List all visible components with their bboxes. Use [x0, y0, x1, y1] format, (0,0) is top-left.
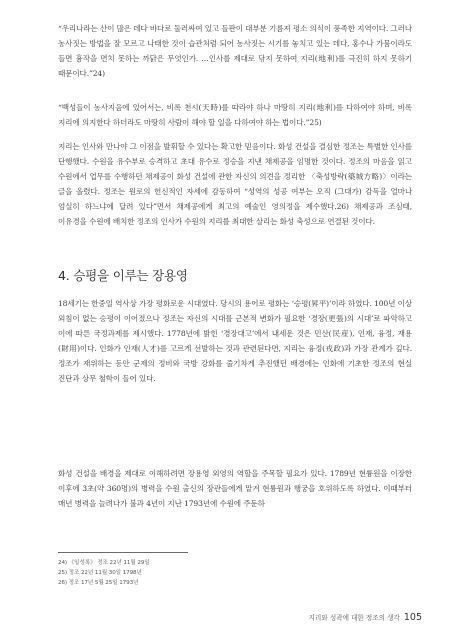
footnote-24: 24) 《일성록》 정조 22년 11월 29일: [58, 560, 150, 566]
page-number: 105: [403, 612, 422, 623]
quote-paragraph-1: “우리나라는 산이 많은 데다 바다로 둘러싸여 있고 들판이 대부분 기름져 평소 의식이 풍족한 지역이다. 그러나 농사짓는 방법을 잘 모르고 나태한 것이 습관처럼 되어 농사짓는 시기를 놓치고 있는 데다, 홍수나 가뭄이라도 들면 흉작을 면치 못하는 까닭은 무엇인가. …인사를 제대로 닦지 못하여 지리(地利)를 극진히 하지 못하기 때문이다.”24): [58, 24, 412, 78]
section-heading: 4. 승평을 이루는 장용영: [58, 268, 188, 283]
body-paragraph-2: 18세기는 한중일 역사상 가장 평화로운 시대였다. 당시의 용어로 평화는 ‘승평(昇平)’이라 하였다. 100년 이상 외침이 없는 승평이 이어졌으나 정조는 자신의 시대를 근본적 변화가 필요한 ‘경장(更張)의 시대’로 파악하고 이에 따른 국정과제를 제시했다. 1778년에 밝힌 ‘경장대고’에서 내세운 것은 민산(民産), 인재, 융정, 재용(財用)이다. 인화가 인재(人才)를 고르게 선발하는 것과 관련된다면, 지리는 융정(戎政)과 가장 관계가 깊다. 정조가 재위하는 동안 군제의 정비와 국방 강화를 줄기차게 추진했던 배경에는 인화에 기초한 정조의 현실 진단과 상무 철학이 들어 있다.: [58, 299, 412, 383]
body-paragraph-1: 지리는 인사와 만나야 그 이점을 발휘할 수 있다는 확고한 믿음이다. 화성 건설을 결심한 정조는 특별한 인사를 단행했다. 수원을 유수부로 승격하고 초대 유수로 정승을 지낸 채제공을 임명한 것이다. 정조의 마음을 읽고 수원에서 업무를 수행하던 채제공이 화성 건설에 관한 자신의 의견을 정리한 〈축성방략(築城方略)〉이라는 글을 올렸다. 정조는 원로의 헌신적인 자세에 감동하여 “성역의 성공 여부는 오직 (그대가) 감독을 얼마나 엄실히 하느냐에 달려 있다”면서 채제공에게 최고의 예술인 영의정을 제수했다.26) 채제공과 조심태, 이유경을 수원에 배치한 정조의 인사가 수원의 지리를 최대한 살리는 화성 축성으로 연결된 것이다.: [58, 142, 412, 226]
page-footer: [300, 612, 422, 623]
quote-paragraph-2: “백성들이 농사지음에 있어서는, 비록 천시(天時)를 따라야 하나 마땅히 지리(地利)를 다하여야 하며, 비록 지리에 의지한다 하더라도 마땅히 사람이 해야 할 일을 다하여야 하는 법이다.”25): [58, 103, 412, 127]
body-paragraph-3: 화성 건설을 배경을 제대로 이해하려면 장용영 외영의 역할을 주목할 필요가 있다. 1789년 현륭원을 이장한 이후에 3초(약 360명)의 병력을 수원 출신의 장관들에게 맡겨 현륭원과 행궁을 호위하도록 하였다. 이때부터 매년 병력을 늘려나가 불과 4년이 지난 1793년에 수원에 주둔하: [58, 469, 412, 508]
footnote-26: 26) 정조 17년 5월 25일 1793년: [58, 580, 139, 587]
running-title: 지리와 성곽에 대한 정조의 생각: [308, 614, 400, 622]
footnote-25: 25) 정조 22년 11월 30일 1798년: [58, 570, 142, 577]
footnote-list: [58, 558, 150, 589]
footnote-divider: [58, 552, 188, 553]
